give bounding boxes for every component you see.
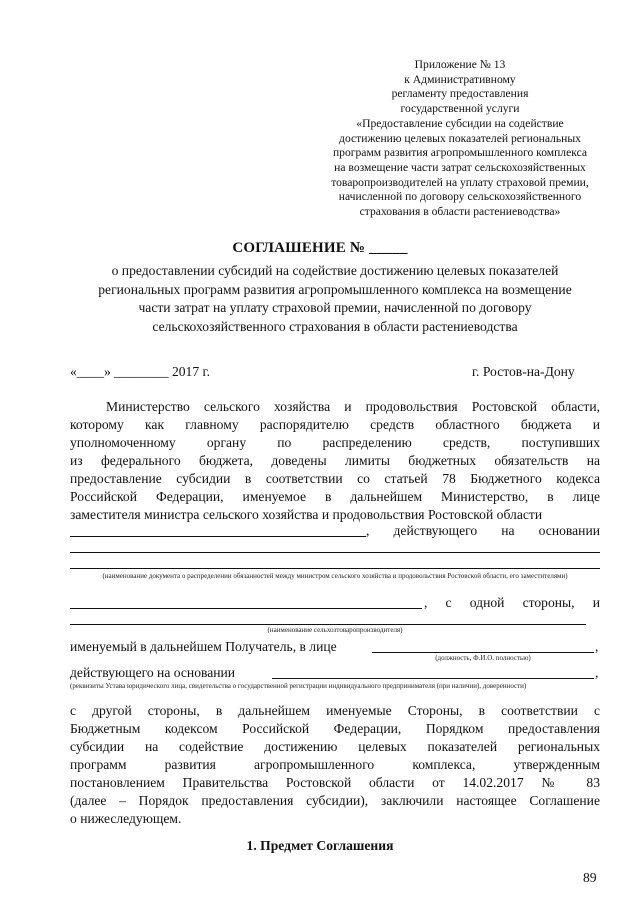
section-heading: 1. Предмет Соглашения bbox=[246, 838, 394, 853]
paragraph-line: программ развития агропромышленного комплекса, утвержденным bbox=[70, 757, 600, 772]
subject-line: региональных программ развития агропромышленного комплекса на возмещение bbox=[98, 281, 572, 297]
paragraph-line: предоставление субсидии в соответствии со статьей 78 Бюджетного кодекса bbox=[70, 471, 600, 486]
page-number: 89 bbox=[583, 870, 597, 885]
paragraph-line: из федерального бюджета, доведены лимиты бюджетных обязательств на bbox=[70, 453, 600, 468]
paragraph-line: заместителя министра сельского хозяйства и продовольствия Ростовской области bbox=[70, 507, 543, 522]
position-blank bbox=[372, 652, 594, 653]
document-blank-line bbox=[70, 568, 600, 569]
caption-producer: (наименование сельхозтоваропроизводителя) bbox=[267, 626, 403, 634]
paragraph-line: с другой стороны, в дальнейшем именуемые Стороны, в соответствии с bbox=[70, 703, 600, 718]
date-line: «____» ________ 2017 г. bbox=[70, 364, 210, 379]
paragraph-line: субсидии на содействие достижению целевых показателей региональных bbox=[70, 739, 600, 754]
appendix-line: государственной услуги bbox=[400, 102, 520, 116]
paragraph-line: о нижеследующем. bbox=[70, 811, 182, 826]
appendix-line: программ развития агропромышленного комплекса bbox=[332, 146, 588, 160]
appendix-line: Приложение № 13 bbox=[414, 58, 506, 71]
subject-line: части затрат на уплату страховой премии, начисленной по договору bbox=[138, 300, 532, 315]
paragraph-line: Бюджетным кодексом Российской Федерации, Порядком предоставления bbox=[70, 721, 600, 736]
appendix-line: на возмещение части затрат сельскохозяйственных bbox=[334, 160, 586, 174]
appendix-line: регламенту предоставления bbox=[391, 87, 529, 101]
appendix-block bbox=[300, 58, 620, 220]
one-side-text: , с одной стороны, и bbox=[424, 595, 600, 610]
deputy-name-blank bbox=[70, 536, 366, 537]
appendix-line: товаропроизводителей на уплату страховой премии, bbox=[331, 175, 589, 189]
appendix-line: к Административному bbox=[404, 72, 516, 86]
paragraph-line: постановлением Правительства Ростовской области от 14.02.2017 № 83 bbox=[70, 775, 600, 790]
appendix-line: страхования в области растениеводства» bbox=[359, 205, 561, 219]
paragraph-line: Российской Федерации, именуемое в дальнейшем Министерство, в лице bbox=[70, 489, 600, 504]
subject-line: сельскохозяйственного страхования в области растениеводства bbox=[152, 318, 518, 334]
appendix-line: начисленной по договору сельскохозяйственного bbox=[338, 190, 582, 204]
producer-blank-line bbox=[70, 624, 586, 625]
acting-basis-2-text: действующего на основании bbox=[70, 665, 236, 680]
appendix-line: «Предоставление субсидии на содействие bbox=[356, 116, 564, 130]
caption-requisites: (реквизиты Устава юридического лица, свидетельства о государственной регистрации индивидуального предпринимателя (при наличии), доверенности) bbox=[70, 682, 527, 690]
paragraph-line: Министерство сельского хозяйства и продовольствия Ростовской области, bbox=[106, 399, 600, 414]
paragraph-line: уполномоченному органу по распределению средств, поступивших bbox=[70, 435, 600, 450]
caption-position: (должность, Ф.И.О. полностью) bbox=[435, 654, 531, 662]
city-name: г. Ростов-на-Дону bbox=[472, 364, 575, 379]
comma: , bbox=[595, 665, 599, 680]
paragraph-line: (далее – Порядок предоставления субсидии), заключили настоящее Соглашение bbox=[70, 793, 600, 808]
agreement-title: СОГЛАШЕНИЕ № _____ bbox=[232, 240, 408, 256]
comma: , bbox=[595, 639, 599, 654]
recipient-in-person-text: именуемый в дальнейшем Получатель, в лице bbox=[70, 639, 337, 654]
producer-blank bbox=[70, 608, 422, 609]
appendix-line: достижению целевых показателей региональных bbox=[339, 131, 581, 145]
caption-document: (наименование документа о распределении обязанностей между министром сельского хозяйства и продовольствия Ростовской области, его заместителями) bbox=[102, 572, 568, 580]
subject-line: о предоставлении субсидий на содействие достижению целевых показателей bbox=[111, 263, 559, 278]
agreement-subject bbox=[60, 262, 610, 336]
document-blank-line bbox=[70, 552, 600, 553]
paragraph-line: которому как главному распорядителю средств областного бюджета и bbox=[70, 417, 600, 432]
requisites-blank bbox=[272, 678, 594, 679]
acting-basis-text: , действующего на основании bbox=[366, 523, 600, 538]
